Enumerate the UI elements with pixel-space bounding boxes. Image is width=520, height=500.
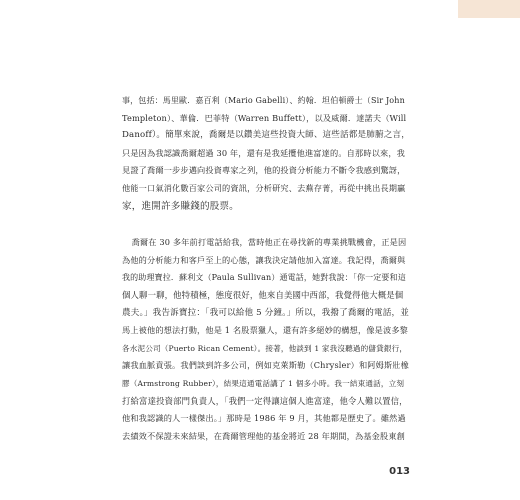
text-line: 膠（Armstrong Rubber），結果這通電話講了 1 個多小時。我一結束通話，立刻	[122, 378, 405, 388]
text-line: 他和我認識的人一樣傑出。」那時是 1986 年 9 月，其他都是歷史了。雖然過	[122, 413, 406, 424]
body-text	[122, 92, 410, 445]
text-line: 去績效不保證未來結果，在喬爾管理他的基金將近 28 年期間，為基金股東創	[122, 430, 406, 441]
text-line: 我的助理寶拉．蘇利文（Paula Sullivan）通電話，她對我說：「你一定要和這	[122, 273, 406, 283]
text-line: Templeton）、華倫．巴菲特（Warren Buffett），以及威爾．達諾夫（Will	[122, 112, 407, 123]
text-line: 見證了喬爾一步步邁向投資專家之列，他的投資分析能力不斷令我感到驚訝，	[122, 165, 406, 176]
paragraph-1	[122, 92, 410, 215]
text-line: 打給富達投資部門負責人，「我們一定得讓這個人進富達，他令人難以置信，	[122, 395, 408, 406]
text-line: 為他的分析能力和客戶至上的心態，讓我決定請他加入富達。我記得，喬爾與	[122, 254, 406, 265]
paragraph-2	[122, 234, 410, 445]
text-line: 家，進開許多賺錢的股票。	[122, 200, 239, 212]
text-line: 馬上被他的想法打動，他是 1 名股票獵人，還有許多絕妙的構想，像是波多黎	[122, 325, 409, 336]
text-line: 個人聊一聊，他特積極，態度很好，他來自美國中西部，我覺得他大概是個	[122, 289, 404, 300]
page-number: 013	[389, 466, 410, 477]
text-line: 喬爾在 30 多年前打電話給我，當時他正在尋找新的專業挑戰機會，正是因	[131, 237, 407, 248]
text-line: 讓我血脈賁張。我們談到許多公司，例如克萊斯勒（Chrysler）和阿姆斯壯橡	[122, 360, 409, 371]
text-line: 事，包括：馬里歐．嘉百利（Mario Gabelli）、約翰．坦伯頓爵士（Sir John	[122, 96, 405, 105]
text-line: 農夫。」我告訴寶拉：「我可以給他 5 分鐘。」所以，我撥了喬爾的電話，並	[122, 307, 410, 318]
text-line: 只是因為我認識喬爾超過 30 年，還有是我延攬他進富達的。自那時以來，我	[122, 147, 406, 158]
text-line: 他能一口氣消化數百家公司的資訊，分析研究、去蕪存菁，再從中挑出長期贏	[122, 182, 406, 193]
text-line: 各水泥公司（Puerto Rican Cement）。接著，他談到 1 家我沒聽過的儲貸銀行，	[122, 343, 408, 353]
text-line: Danoff）。簡單來說，喬爾是以鑽美這些投資大師、這些話都是肺腑之言，	[122, 130, 410, 141]
page-color-band	[458, 0, 520, 18]
